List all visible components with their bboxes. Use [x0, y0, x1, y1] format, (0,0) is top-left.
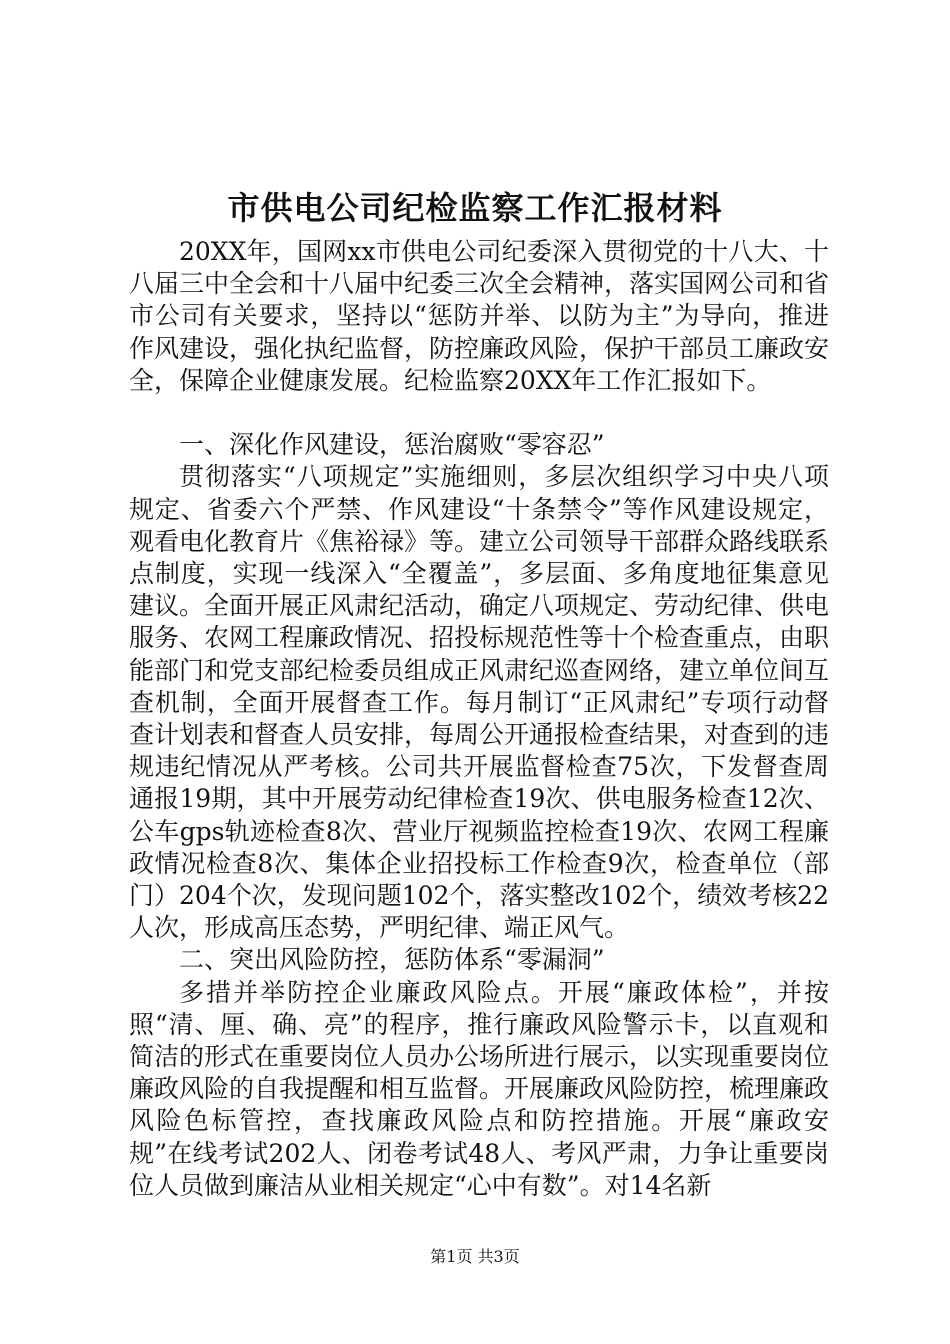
intro-paragraph: 20XX年，国网xx市供电公司纪委深入贯彻党的十八大、十八届三中全会和十八届中纪委三次全会精神，落实国网公司和省市公司有关要求，坚持以“惩防并举、以防为主”为导向，推进作风建设，强化执纪监督，防控廉政风险，保护干部员工廉政安全，保障企业健康发展。纪检监察20XX年工作汇报如下。	[129, 237, 830, 395]
document-title: 市供电公司纪检监察工作汇报材料	[227, 189, 723, 227]
section-1-paragraph: 贯彻落实“八项规定”实施细则，多层次组织学习中央八项规定、省委六个严禁、作风建设“十条禁令”等作风建设规定，观看电化教育片《焦裕禄》等。建立公司领导干部群众路线联系点制度，实现一线深入“全覆盖”，多层面、多角度地征集意见建议。全面开展正风肃纪活动，确定八项规定、劳动纪律、供电服务、农网工程廉政情况、招投标规范性等十个检查重点，由职能部门和党支部纪检委员组成正风肃纪巡查网络，建立单位间互查机制，全面开展督查工作。每月制订“正风肃纪”专项行动督查计划表和督查人员安排，每周公开通报检查结果，对查到的违规违纪情况从严考核。公司共开展监督检查75次，下发督查周通报19期，其中开展劳动纪律检查19次、供电服务检查12次、公车gps轨迹检查8次、营业厅视频监控检查19次、农网工程廉政情况检查8次、集体企业招投标工作检查9次，检查单位（部门）204个次，发现问题102个，落实整改102个，绩效考核22人次，形成高压态势，严明纪律、端正风气。	[129, 462, 830, 943]
section-heading-1: 一、深化作风建设，惩治腐败“零容忍”	[179, 430, 605, 460]
paragraph-spacer	[129, 397, 829, 429]
section-2-paragraph: 多措并举防控企业廉政风险点。开展“廉政体检”，并按照“清、厘、确、亮”的程序，推行廉政风险警示卡，以直观和简洁的形式在重要岗位人员办公场所进行展示，以实现重要岗位廉政风险的自我提醒和相互监督。开展廉政风险防控，梳理廉政风险色标管控，查找廉政风险点和防控措施。开展“廉政安规”在线考试202人、闭卷考试48人、考风严肃，力争让重要岗位人员做到廉洁从业相关规定“心中有数”。对14名新	[129, 977, 830, 1200]
document-body	[129, 236, 829, 1202]
section-heading-2: 二、突出风险防控，惩防体系“零漏洞”	[179, 945, 605, 975]
page-footer: 第1页 共3页	[430, 1247, 520, 1266]
